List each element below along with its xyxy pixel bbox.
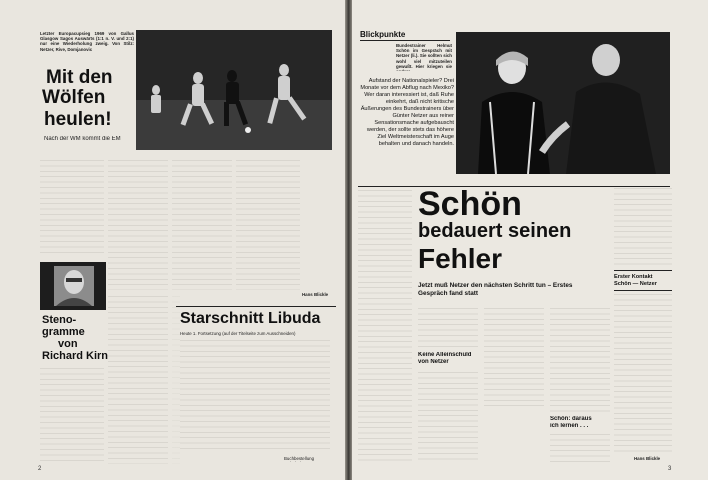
stenogramme-column-3 [172,296,180,464]
body-column-2b [418,372,478,464]
ad-body [180,340,330,452]
article-column-1 [40,160,104,256]
kontakt-rule [614,270,672,271]
subhead-alleinschuld-1: Keine Alleinschuld [418,352,472,358]
subhead-alleinschuld-2: von Netzer [418,359,449,365]
stenogramme-line-3: von [58,338,78,350]
body-column-4 [550,308,610,412]
body-column-5b [614,294,672,454]
headline-fehler: Fehler [418,243,503,274]
stenogramme-line-2: gramme [42,326,85,338]
lead-column [358,190,412,380]
intro-text: Aufstand der Nationalspieler? Drei Monate vor dem Abflug nach Mexiko? Wer daran interessiert ist, daß Ruhe einkehrt, daß nicht kritische Äußerungen des Bundestrainers über Günter Netzer aus reiner Sensationsmache aufgebauscht werden, der sollte stets das höhere Ziel Weltmeisterschaft im Auge behalten und danach handeln. [360,78,454,147]
stenogramme-line-4: Richard Kirn [42,350,109,362]
stenogramme-column-2 [108,296,168,464]
body-column-2 [418,308,478,348]
football-action-illustration [136,30,332,150]
section-label: Blickpunkte [360,30,406,39]
article-column-2 [108,160,168,290]
richard-kirn-portrait [40,262,106,310]
article-author: Hans Blickle [302,292,329,297]
portrait-illustration [40,262,106,310]
headline-line-2: Wölfen [42,87,106,108]
left-page [0,0,345,480]
headline-schoen: Schön [418,185,522,223]
photo-caption-right: Bundestrainer Helmut Schön im Gespräch mit Netzer (li.). Sie sollten sich wohl viel mitzuteilen gewußt. Hier kriegen sie [396,43,452,69]
subhead-lernen-2: ich lernen . . . [550,423,589,429]
page-gutter [345,0,352,480]
article-column-3 [172,160,232,290]
ad-intro: Heute 1. Fortsetzung (auf der Titelseite zum Ausschneiden) [180,331,296,336]
author-right: Hans Blickle [634,456,661,461]
kontakt-rule-bottom [614,290,672,291]
body-column-5 [614,188,672,268]
ad-top-rule [176,306,336,307]
body-column-4b [550,434,610,464]
stenogramme-line-1: Steno- [42,314,77,326]
page-number-left: 2 [38,466,42,472]
subhead-kontakt-1: Erster Kontakt [614,274,653,280]
body-column-3 [484,308,544,408]
schoen-netzer-photo [456,32,670,174]
starschnitt-headline: Starschnitt Libuda [180,310,321,327]
lead-column-2 [358,384,412,464]
ad-footer: Buchbestellung [284,456,315,461]
subhead-kontakt-2: Schön — Netzer [614,281,657,287]
right-page [352,0,708,480]
page-number-right: 3 [668,466,672,472]
stenogramme-column-1 [40,368,104,464]
headline-line-3: heulen! [44,109,112,130]
schoen-netzer-illustration [456,32,670,174]
subheadline-right: Jetzt muß Netzer den nächsten Schritt tun – Erstes Gespräch fand statt [418,282,573,297]
subheadline: Nach der WM kommt die EM [44,136,121,142]
photo-caption: Letzter Europacupsieg 1969 von Gallus Glasgow Sagos Auswärts (1:1 n. V. und 2:1) nur eine Wiederholung zweig. Von Stilz: Netzer, Rive, Domjanovic [40,31,134,52]
article-column-4 [236,160,300,290]
headline-bedauert: bedauert seinen [418,220,572,242]
football-action-photo [136,30,332,150]
section-rule [360,40,450,41]
subhead-lernen-1: Schön: daraus [550,416,592,422]
headline-line-1: Mit den [46,67,113,88]
